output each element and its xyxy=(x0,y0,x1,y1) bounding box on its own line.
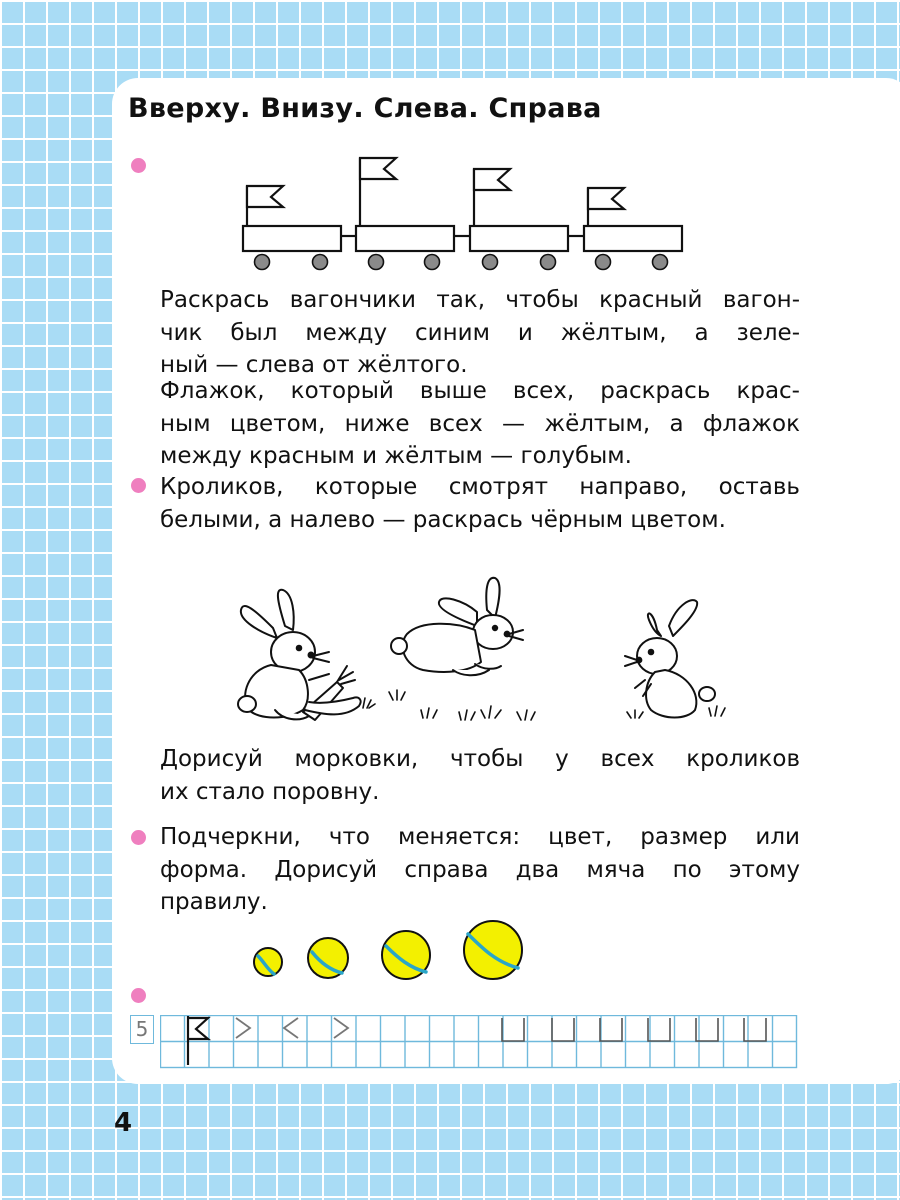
flag-4 xyxy=(588,188,624,209)
task-1-paragraph-2: Флажок, который выше всех, раскрась крас- ным цветом, ниже всех — жёлтым, а флажок между красным и жёлтым — голубым. xyxy=(160,378,800,469)
task-1-paragraph-1: Раскрась вагончики так, чтобы красный вагон- чик был между синим и жёлтым, а зеле- ный — слева от жёлтого. xyxy=(160,287,800,378)
task-3-paragraph: Подчеркни, что меняется: цвет, размер или форма. Дорисуй справа два мяча по этому правилу. xyxy=(160,824,800,915)
copybook-grid[interactable] xyxy=(160,1015,800,1071)
task-2-paragraph-2: Дорисуй морковки, чтобы у всех кроликов их стало поровну. xyxy=(160,746,800,805)
flag-2 xyxy=(360,158,396,179)
ball-1 xyxy=(254,948,282,976)
wagon-2 xyxy=(356,226,454,251)
wagon-3 xyxy=(470,226,568,251)
flag-1 xyxy=(247,186,283,207)
wagon-1 xyxy=(243,226,341,251)
train-illustration xyxy=(236,150,686,275)
rabbit-middle xyxy=(391,578,523,675)
copybook-sample-digit: 5 xyxy=(130,1015,154,1044)
page-title: Вверху. Внизу. Слева. Справа xyxy=(128,93,602,124)
page-number: 4 xyxy=(114,1108,133,1138)
task-bullet-2 xyxy=(131,478,146,493)
task-bullet-1 xyxy=(131,158,146,173)
balls-illustration xyxy=(240,918,540,988)
rabbits-illustration xyxy=(225,570,745,730)
task-bullet-3 xyxy=(131,830,146,845)
task-2-paragraph-1: Кроликов, которые смотрят направо, оставь белыми, а налево — раскрась чёрным цветом. xyxy=(160,474,800,533)
ball-4 xyxy=(464,921,522,979)
rabbit-right xyxy=(625,600,715,717)
task-bullet-4 xyxy=(131,988,146,1003)
wagon-4 xyxy=(584,226,682,251)
flag-3 xyxy=(474,169,510,190)
